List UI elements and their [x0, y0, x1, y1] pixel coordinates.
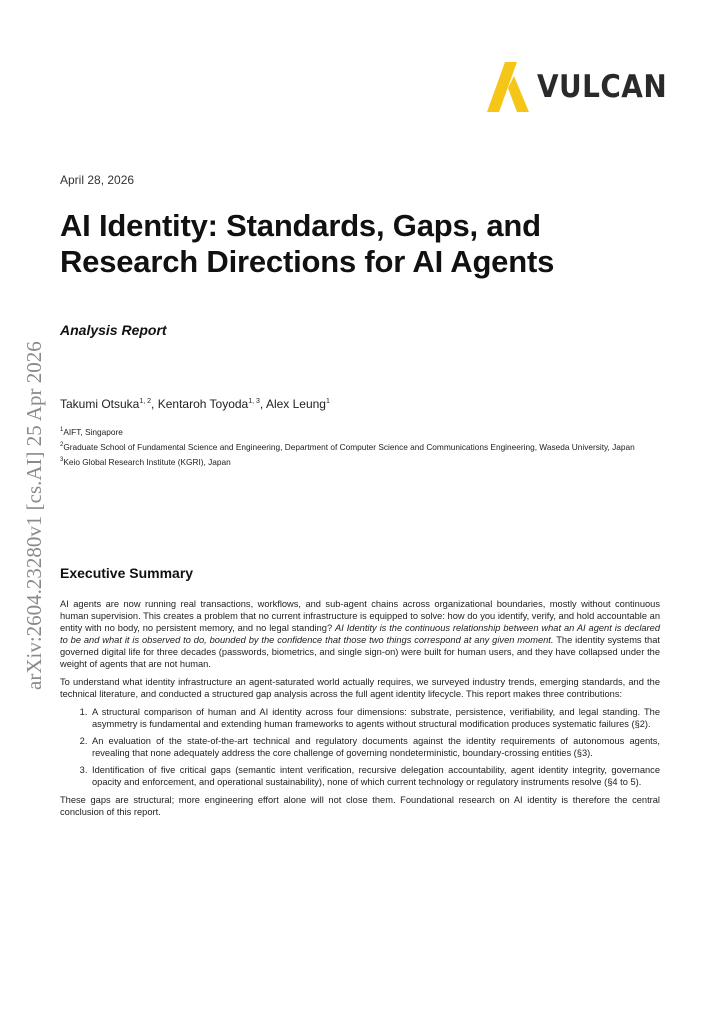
- author-affil-sup: 1, 3: [248, 398, 260, 405]
- arxiv-side-stamp: [22, 300, 48, 690]
- contribution-item: 2. An evaluation of the state-of-the-art technical and regulatory documents against the identity requirements of autonomous agents, revealing that none adequately address the core challenge of governing nondeterministic, boundary-crossing entities (§3).: [90, 735, 660, 759]
- contribution-item: 3. Identification of five critical gaps (semantic intent verification, recursive delegation accountability, agent identity integrity, governance opacity and enforcement, and operational sustainability), none of which current technology or regulatory instruments resolve (§4 to 5).: [90, 764, 660, 788]
- affiliation-sup: 1: [60, 427, 64, 434]
- affiliation-text: Keio Global Research Institute (KGRI), Japan: [63, 457, 231, 467]
- contribution-item: 1. A structural comparison of human and AI identity across four dimensions: substrate, persistence, verifiability, and legal standing. The asymmetry is fundamental and extending human frameworks to agents without structural modification produces systematic failures (§2).: [90, 706, 660, 730]
- contributions-list: [60, 706, 660, 788]
- publication-date: April 28, 2026: [60, 173, 135, 187]
- executive-summary-body: [60, 598, 660, 824]
- title-line-1: AI Identity: Standards, Gaps, and: [60, 208, 541, 243]
- affiliation-text: AIFT, Singapore: [63, 427, 123, 437]
- affiliation-item: [60, 457, 660, 469]
- definition-italic: AI Identity is the continuous relationship between what an AI agent is declared to be and what it is observed to do, bounded by the confidence that those two things correspond at any given moment.: [60, 623, 660, 645]
- report-type: Analysis Report: [60, 322, 167, 338]
- author-name: Alex Leung: [265, 397, 326, 411]
- author-affil-sup: 1, 2: [139, 398, 152, 405]
- paragraph: These gaps are structural; more engineering effort alone will not close them. Foundational research on AI identity is therefore the central conclusion of this report.: [60, 795, 660, 817]
- vulcan-logo-icon: [487, 62, 529, 112]
- arxiv-identifier: arXiv:2604.23280v1 [cs.AI] 25 Apr 2026: [22, 341, 46, 690]
- title-line-2: Research Directions for AI Agents: [60, 244, 555, 279]
- paragraph-text: The identity systems that governed digital life for three decades (passwords, biometrics, and single sign-on) were built for human users, and they have collapsed under the weight of agents that are not human.: [60, 635, 660, 669]
- paragraph: [60, 598, 660, 670]
- affiliation-sup: 3: [60, 457, 64, 464]
- affiliation-text: Graduate School of Fundamental Science and Engineering, Department of Computer Science and Communications Engineering, Waseda University, Japan: [63, 442, 635, 452]
- paragraph-text: AI agents are now running real transactions, workflows, and sub-agent chains across organizational boundaries, mostly without continuous human supervision. This creates a problem that no current infrastructure is equipped to solve: how do you identify, verify, and hold accountable an entity with no body, no persistent memory, and no legal standing?: [60, 599, 660, 633]
- vulcan-logo: [487, 62, 682, 112]
- affiliation-list: [60, 427, 660, 472]
- paper-title: [60, 208, 660, 280]
- author-separator: ,: [151, 397, 158, 411]
- author-affil-sup: 1: [325, 398, 330, 405]
- affiliation-sup: 2: [60, 442, 64, 449]
- author-name: Takumi Otsuka: [60, 397, 140, 411]
- section-heading: Executive Summary: [60, 565, 194, 581]
- paragraph: To understand what identity infrastructure an agent-saturated world actually requires, we surveyed industry trends, emerging standards, and the technical literature, and conducted a structured gap analysis across the full agent identity lifecycle. This report makes three contributions:: [60, 677, 660, 699]
- affiliation-item: [60, 427, 660, 439]
- affiliation-item: [60, 442, 660, 454]
- author-separator: ,: [259, 397, 266, 411]
- vulcan-logo-text: VULCAN: [537, 68, 668, 105]
- author-name: Kentaroh Toyoda: [157, 397, 249, 411]
- author-list: [60, 397, 660, 411]
